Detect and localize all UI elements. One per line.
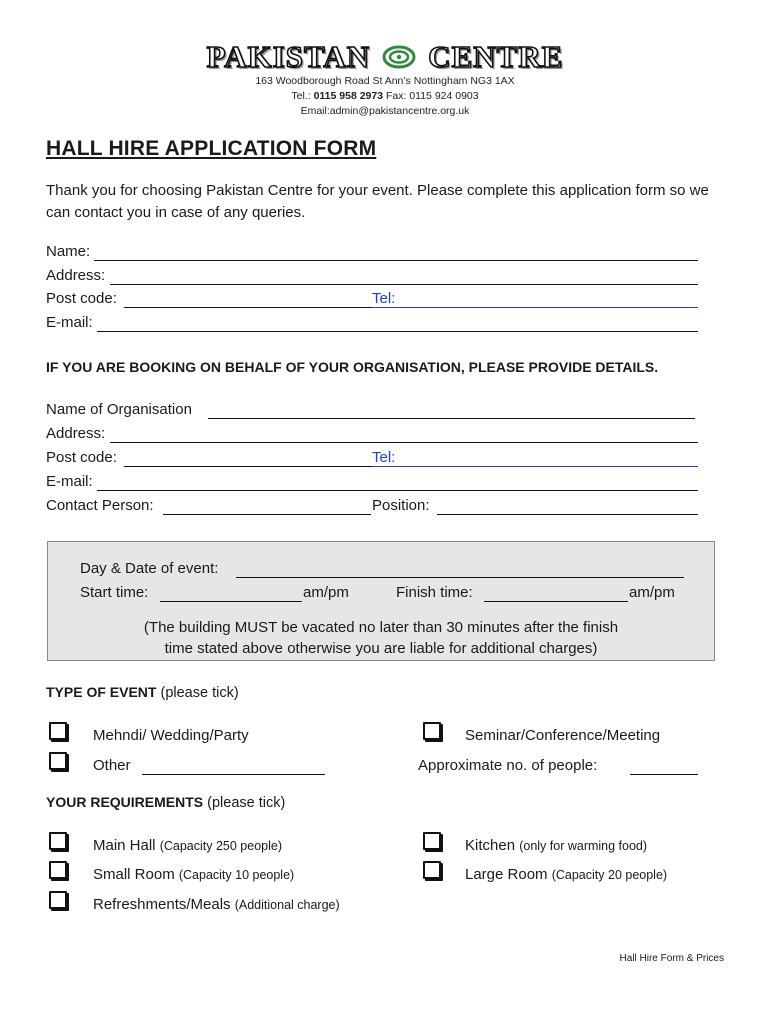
position-line[interactable] xyxy=(437,514,698,515)
checkbox-other[interactable] xyxy=(49,752,67,770)
org-name-label: Name of Organisation xyxy=(46,401,192,418)
organisation-heading: IF YOU ARE BOOKING ON BEHALF OF YOUR ORGANISATION, PLEASE PROVIDE DETAILS. xyxy=(46,359,659,375)
header-contact xyxy=(0,90,770,102)
option-main-hall xyxy=(93,837,282,854)
org-address-label: Address: xyxy=(46,425,106,442)
contact-person-label: Contact Person: xyxy=(46,497,154,514)
org-postcode-line[interactable] xyxy=(124,466,372,467)
header-fax: Fax: 0115 924 0903 xyxy=(383,90,479,102)
page-footer: Hall Hire Form & Prices xyxy=(619,953,724,964)
contact-person-field[interactable] xyxy=(46,497,154,514)
finish-time-label: Finish time: xyxy=(396,584,473,601)
small-room-note: (Capacity 10 people) xyxy=(178,868,295,882)
form-title: HALL HIRE APPLICATION FORM xyxy=(46,137,377,160)
refreshments-label: Refreshments/Meals xyxy=(93,896,231,913)
other-line[interactable] xyxy=(142,774,325,775)
header-tel-value: 0115 958 2973 xyxy=(313,90,384,102)
address-field[interactable] xyxy=(46,267,105,284)
type-of-event-heading xyxy=(46,684,239,701)
option-large-room xyxy=(465,866,667,883)
tel-line[interactable] xyxy=(372,307,698,308)
vacate-note-line1: (The building MUST be vacated no later than 30 minutes after the finish xyxy=(143,619,619,636)
org-address-line[interactable] xyxy=(110,442,698,443)
checkbox-refreshments[interactable] xyxy=(49,891,67,909)
main-hall-label: Main Hall xyxy=(93,837,156,854)
checkbox-seminar[interactable] xyxy=(423,722,441,740)
requirements-heading xyxy=(46,794,285,811)
option-kitchen xyxy=(465,837,647,854)
approx-people-line[interactable] xyxy=(630,774,698,775)
tel-label: Tel: xyxy=(372,290,396,307)
small-room-label: Small Room xyxy=(93,866,175,883)
org-postcode-field[interactable] xyxy=(46,449,117,466)
org-email-line[interactable] xyxy=(97,490,698,491)
email-field[interactable] xyxy=(46,314,93,331)
start-time-suffix: am/pm xyxy=(303,584,349,601)
name-label: Name: xyxy=(46,243,91,260)
vacate-note-line2: time stated above otherwise you are liable for additional charges) xyxy=(164,640,598,657)
org-tel-label: Tel: xyxy=(372,449,396,466)
org-name-line[interactable] xyxy=(208,418,695,419)
org-email-field[interactable] xyxy=(46,473,93,490)
logo-text-left: PAKISTAN xyxy=(206,39,371,74)
org-address-field[interactable] xyxy=(46,425,105,442)
logo-text-right: CENTRE xyxy=(428,39,564,74)
approx-people-label: Approximate no. of people: xyxy=(418,757,598,774)
org-email-label: E-mail: xyxy=(46,473,93,490)
header-address: 163 Woodborough Road St Ann’s Nottingham NG3 1AX xyxy=(255,75,515,87)
contact-person-line[interactable] xyxy=(163,514,371,515)
event-date-label: Day & Date of event: xyxy=(80,560,219,577)
email-line[interactable] xyxy=(97,331,698,332)
large-room-note: (Capacity 20 people) xyxy=(551,868,668,882)
requirements-title: YOUR REQUIREMENTS xyxy=(46,794,204,810)
type-of-event-title: TYPE OF EVENT xyxy=(46,684,157,700)
crescent-emblem-icon xyxy=(382,45,416,69)
option-small-room xyxy=(93,866,294,883)
kitchen-note: (only for warming food) xyxy=(519,839,648,853)
main-hall-note: (Capacity 250 people) xyxy=(159,839,282,853)
type-of-event-hint: (please tick) xyxy=(156,685,239,701)
pakistan-centre-logo xyxy=(205,40,565,74)
finish-time-suffix: am/pm xyxy=(629,584,675,601)
postcode-label: Post code: xyxy=(46,290,117,307)
org-tel-line[interactable] xyxy=(372,466,698,467)
checkbox-main-hall[interactable] xyxy=(49,832,67,850)
position-label: Position: xyxy=(372,497,430,514)
requirements-hint: (please tick) xyxy=(203,795,286,811)
org-postcode-label: Post code: xyxy=(46,449,117,466)
event-details-box xyxy=(47,541,715,661)
name-line[interactable] xyxy=(94,260,698,261)
org-name-field[interactable] xyxy=(46,401,192,418)
kitchen-label: Kitchen xyxy=(465,837,516,854)
option-seminar-label: Seminar/Conference/Meeting xyxy=(465,727,661,744)
email-label: E-mail: xyxy=(46,314,93,331)
name-field[interactable] xyxy=(46,243,90,260)
checkbox-mehndi[interactable] xyxy=(49,722,67,740)
start-time-label: Start time: xyxy=(80,584,149,601)
checkbox-kitchen[interactable] xyxy=(423,832,441,850)
event-date-line[interactable] xyxy=(236,577,684,578)
address-label: Address: xyxy=(46,267,106,284)
header-email: Email:admin@pakistancentre.org.uk xyxy=(300,105,470,117)
option-refreshments xyxy=(93,896,340,913)
address-line[interactable] xyxy=(110,284,698,285)
option-mehndi-label: Mehndi/ Wedding/Party xyxy=(93,727,249,744)
finish-time-line[interactable] xyxy=(484,601,628,602)
start-time-line[interactable] xyxy=(160,601,302,602)
intro-text: Thank you for choosing Pakistan Centre for your event. Please complete this application form so we can contact you in case of any queries. xyxy=(46,182,709,221)
checkbox-large-room[interactable] xyxy=(423,861,441,879)
option-other-label: Other xyxy=(93,757,131,774)
refreshments-note: (Additional charge) xyxy=(234,898,340,912)
postcode-field[interactable] xyxy=(46,290,117,307)
header-tel-label: Tel.: xyxy=(291,90,314,102)
large-room-label: Large Room xyxy=(465,866,548,883)
checkbox-small-room[interactable] xyxy=(49,861,67,879)
postcode-line[interactable] xyxy=(124,307,372,308)
